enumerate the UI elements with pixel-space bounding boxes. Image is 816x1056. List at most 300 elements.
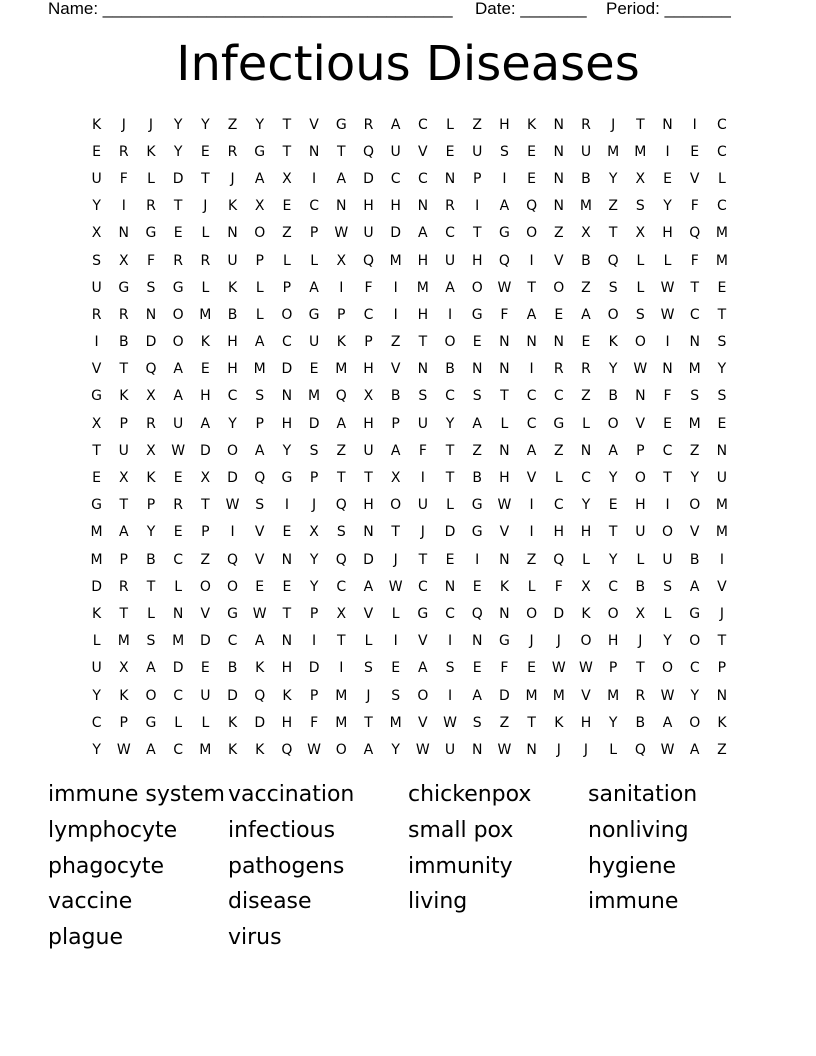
grid-cell[interactable]: H (281, 415, 293, 432)
grid-cell[interactable]: E (173, 470, 183, 487)
grid-cell[interactable]: Z (282, 225, 292, 242)
grid-cell[interactable]: A (146, 741, 156, 758)
grid-cell[interactable]: L (527, 578, 536, 595)
grid-cell[interactable]: Y (201, 116, 210, 133)
grid-cell[interactable]: Z (526, 551, 537, 568)
grid-cell[interactable]: T (119, 361, 129, 378)
grid-cell[interactable]: X (91, 225, 102, 242)
grid-cell[interactable]: Z (472, 116, 483, 133)
grid-cell[interactable]: I (692, 116, 697, 133)
grid-cell[interactable]: O (145, 687, 157, 704)
grid-cell[interactable]: E (527, 170, 537, 187)
grid-cell[interactable]: D (308, 415, 320, 432)
grid-cell[interactable]: E (527, 660, 537, 677)
grid-cell[interactable]: D (145, 334, 157, 351)
grid-cell[interactable]: E (554, 306, 564, 323)
grid-cell[interactable]: G (471, 306, 483, 323)
grid-cell[interactable]: K (227, 741, 238, 758)
grid-cell[interactable]: T (500, 388, 509, 405)
grid-cell[interactable]: E (472, 578, 482, 595)
grid-cell[interactable]: J (611, 116, 616, 133)
grid-cell[interactable]: Y (146, 524, 156, 541)
grid-cell[interactable]: H (499, 116, 510, 133)
grid-cell[interactable]: A (173, 388, 183, 405)
grid-cell[interactable]: J (366, 687, 371, 704)
grid-cell[interactable]: Q (335, 551, 347, 568)
grid-cell[interactable]: V (418, 633, 428, 650)
grid-cell[interactable]: E (92, 143, 102, 160)
grid-cell[interactable]: G (553, 415, 565, 432)
grid-cell[interactable]: H (607, 633, 619, 650)
grid-cell[interactable]: I (121, 198, 126, 215)
grid-cell[interactable]: T (690, 279, 699, 296)
grid-cell[interactable]: L (201, 279, 210, 296)
grid-cell[interactable]: E (282, 578, 292, 595)
grid-cell[interactable]: Y (581, 497, 591, 514)
grid-cell[interactable]: A (309, 279, 319, 296)
grid-cell[interactable]: C (662, 442, 673, 459)
grid-cell[interactable]: D (363, 551, 374, 568)
grid-cell[interactable]: N (553, 143, 565, 160)
grid-cell[interactable]: A (390, 442, 401, 459)
grid-cell[interactable]: G (417, 605, 429, 622)
grid-cell[interactable]: U (200, 687, 211, 704)
grid-cell[interactable]: R (581, 361, 591, 378)
grid-cell[interactable]: R (445, 198, 455, 215)
grid-cell[interactable]: S (663, 578, 672, 595)
grid-cell[interactable]: T (337, 633, 346, 650)
grid-cell[interactable]: O (526, 605, 538, 622)
grid-cell[interactable]: W (660, 306, 675, 323)
grid-cell[interactable]: Z (472, 442, 483, 459)
grid-cell[interactable]: V (499, 524, 510, 541)
grid-cell[interactable]: F (364, 279, 373, 296)
grid-cell[interactable]: U (308, 334, 320, 351)
grid-cell[interactable]: W (334, 225, 349, 242)
grid-cell[interactable]: E (690, 143, 700, 160)
grid-cell[interactable]: M (335, 687, 348, 704)
grid-cell[interactable]: P (364, 334, 373, 351)
grid-cell[interactable]: D (363, 170, 374, 187)
grid-cell[interactable]: J (393, 551, 398, 568)
grid-cell[interactable]: N (499, 442, 510, 459)
grid-cell[interactable]: U (173, 415, 184, 432)
grid-cell[interactable]: L (554, 470, 563, 487)
grid-cell[interactable]: H (363, 497, 374, 514)
grid-cell[interactable]: Y (608, 361, 618, 378)
grid-cell[interactable]: B (635, 578, 646, 595)
grid-cell[interactable]: P (309, 605, 319, 622)
grid-cell[interactable]: N (553, 170, 565, 187)
grid-cell[interactable]: K (255, 660, 265, 677)
grid-cell[interactable]: A (526, 306, 537, 323)
grid-cell[interactable]: T (337, 470, 346, 487)
grid-cell[interactable]: Y (608, 470, 618, 487)
grid-cell[interactable]: I (94, 334, 99, 351)
grid-cell[interactable]: S (499, 143, 509, 160)
grid-cell[interactable]: T (119, 497, 129, 514)
grid-cell[interactable]: Y (173, 116, 183, 133)
grid-cell[interactable]: Z (390, 334, 401, 351)
grid-cell[interactable]: P (608, 660, 618, 677)
grid-cell[interactable]: U (635, 524, 646, 541)
grid-cell[interactable]: T (527, 279, 536, 296)
grid-cell[interactable]: D (254, 714, 266, 731)
grid-cell[interactable]: S (92, 252, 102, 269)
grid-cell[interactable]: I (665, 143, 670, 160)
grid-cell[interactable]: C (608, 578, 619, 595)
grid-cell[interactable]: F (310, 714, 319, 731)
grid-cell[interactable]: X (200, 470, 211, 487)
grid-cell[interactable]: P (337, 306, 346, 323)
grid-cell[interactable]: N (281, 388, 293, 405)
grid-cell[interactable]: H (281, 660, 293, 677)
grid-cell[interactable]: C (445, 605, 455, 622)
grid-cell[interactable]: E (200, 143, 210, 160)
grid-cell[interactable]: S (418, 388, 428, 405)
grid-cell[interactable]: Q (335, 388, 347, 405)
grid-cell[interactable]: Q (689, 225, 701, 242)
grid-cell[interactable]: W (497, 497, 512, 514)
grid-cell[interactable]: W (225, 497, 240, 514)
grid-cell[interactable]: N (635, 388, 646, 405)
grid-cell[interactable]: A (363, 578, 374, 595)
grid-cell[interactable]: M (308, 388, 321, 405)
grid-cell[interactable]: A (418, 660, 428, 677)
grid-cell[interactable]: C (581, 470, 591, 487)
grid-cell[interactable]: C (417, 170, 428, 187)
grid-cell[interactable]: B (227, 660, 238, 677)
grid-cell[interactable]: M (416, 279, 429, 296)
grid-cell[interactable]: Y (309, 551, 319, 568)
grid-cell[interactable]: W (171, 442, 186, 459)
grid-cell[interactable]: N (553, 116, 565, 133)
grid-cell[interactable]: M (117, 633, 130, 650)
grid-cell[interactable]: K (717, 714, 727, 731)
grid-cell[interactable]: O (689, 714, 701, 731)
grid-cell[interactable]: V (200, 605, 211, 622)
grid-cell[interactable]: M (199, 741, 212, 758)
grid-cell[interactable]: H (417, 306, 429, 323)
grid-cell[interactable]: E (173, 225, 183, 242)
grid-cell[interactable]: Z (227, 116, 238, 133)
grid-cell[interactable]: G (91, 497, 103, 514)
grid-cell[interactable]: I (447, 687, 453, 704)
grid-cell[interactable]: H (281, 714, 293, 731)
grid-cell[interactable]: U (390, 143, 401, 160)
grid-cell[interactable]: I (502, 170, 507, 187)
grid-cell[interactable]: H (227, 334, 238, 351)
grid-cell[interactable]: N (227, 225, 238, 242)
grid-cell[interactable]: I (529, 252, 534, 269)
grid-cell[interactable]: Z (689, 442, 700, 459)
grid-cell[interactable]: Z (200, 551, 211, 568)
grid-cell[interactable]: A (608, 442, 618, 459)
grid-cell[interactable]: M (253, 361, 266, 378)
grid-cell[interactable]: A (363, 741, 374, 758)
grid-cell[interactable]: E (200, 361, 210, 378)
grid-cell[interactable]: Q (498, 252, 510, 269)
grid-cell[interactable]: T (173, 198, 183, 215)
grid-cell[interactable]: A (336, 415, 347, 432)
grid-cell[interactable]: U (662, 551, 673, 568)
grid-cell[interactable]: J (230, 170, 235, 187)
grid-cell[interactable]: X (254, 198, 265, 215)
grid-cell[interactable]: I (339, 660, 344, 677)
grid-cell[interactable]: D (172, 170, 184, 187)
grid-cell[interactable]: M (335, 714, 348, 731)
grid-cell[interactable]: A (662, 714, 673, 731)
grid-cell[interactable]: L (255, 279, 264, 296)
grid-cell[interactable]: D (227, 687, 238, 704)
grid-cell[interactable]: Q (607, 252, 619, 269)
grid-cell[interactable]: P (309, 687, 319, 704)
grid-cell[interactable]: J (638, 633, 643, 650)
grid-cell[interactable]: M (715, 524, 728, 541)
grid-cell[interactable]: N (499, 551, 510, 568)
grid-cell[interactable]: F (119, 170, 128, 187)
grid-cell[interactable]: G (335, 116, 347, 133)
grid-cell[interactable]: R (635, 687, 646, 704)
grid-cell[interactable]: O (580, 633, 592, 650)
grid-cell[interactable]: X (118, 252, 129, 269)
grid-cell[interactable]: W (660, 741, 675, 758)
grid-cell[interactable]: I (312, 633, 317, 650)
grid-cell[interactable]: A (445, 279, 455, 296)
grid-cell[interactable]: H (580, 714, 592, 731)
grid-cell[interactable]: P (309, 225, 319, 242)
grid-cell[interactable]: S (255, 497, 265, 514)
grid-cell[interactable]: C (445, 225, 455, 242)
grid-cell[interactable]: A (173, 361, 183, 378)
grid-cell[interactable]: K (92, 116, 102, 133)
grid-cell[interactable]: Y (663, 198, 672, 215)
grid-cell[interactable]: B (445, 361, 455, 378)
grid-cell[interactable]: S (146, 633, 156, 650)
grid-cell[interactable]: F (554, 578, 563, 595)
grid-cell[interactable]: M (607, 687, 620, 704)
grid-cell[interactable]: M (579, 198, 593, 215)
grid-cell[interactable]: G (498, 633, 510, 650)
grid-cell[interactable]: R (200, 252, 211, 269)
grid-cell[interactable]: Y (255, 116, 264, 133)
grid-cell[interactable]: P (636, 442, 645, 459)
grid-cell[interactable]: P (717, 660, 727, 677)
grid-cell[interactable]: U (444, 741, 456, 758)
grid-cell[interactable]: N (336, 198, 347, 215)
grid-cell[interactable]: B (581, 252, 591, 269)
grid-cell[interactable]: S (635, 198, 645, 215)
grid-cell[interactable]: I (393, 633, 398, 650)
grid-cell[interactable]: S (608, 279, 618, 296)
grid-cell[interactable]: X (118, 470, 129, 487)
grid-cell[interactable]: P (119, 551, 128, 568)
grid-cell[interactable]: D (499, 687, 510, 704)
grid-cell[interactable]: D (390, 225, 402, 242)
grid-cell[interactable]: N (580, 442, 592, 459)
grid-cell[interactable]: K (146, 470, 156, 487)
grid-cell[interactable]: Q (227, 551, 239, 568)
grid-cell[interactable]: E (472, 334, 482, 351)
grid-cell[interactable]: T (608, 225, 618, 242)
grid-cell[interactable]: O (390, 497, 402, 514)
grid-cell[interactable]: E (282, 198, 292, 215)
grid-cell[interactable]: I (393, 306, 398, 323)
grid-cell[interactable]: M (90, 524, 103, 541)
grid-cell[interactable]: N (145, 306, 157, 323)
grid-cell[interactable]: A (418, 225, 428, 242)
grid-cell[interactable]: C (309, 198, 319, 215)
grid-cell[interactable]: M (688, 415, 701, 432)
grid-cell[interactable]: M (199, 306, 212, 323)
grid-cell[interactable]: G (689, 605, 701, 622)
grid-cell[interactable]: Z (581, 388, 591, 405)
grid-cell[interactable]: S (472, 388, 482, 405)
grid-cell[interactable]: L (147, 605, 155, 622)
grid-cell[interactable]: A (254, 170, 265, 187)
grid-cell[interactable]: I (665, 334, 670, 351)
grid-cell[interactable]: U (91, 660, 102, 677)
grid-cell[interactable]: E (282, 524, 292, 541)
grid-cell[interactable]: A (472, 687, 482, 704)
grid-cell[interactable]: O (662, 524, 674, 541)
grid-cell[interactable]: L (636, 252, 645, 269)
grid-cell[interactable]: V (581, 687, 591, 704)
grid-cell[interactable]: E (309, 361, 319, 378)
grid-cell[interactable]: W (633, 361, 648, 378)
grid-cell[interactable]: P (119, 714, 128, 731)
grid-cell[interactable]: T (418, 334, 428, 351)
grid-cell[interactable]: X (336, 252, 347, 269)
grid-cell[interactable]: D (172, 660, 184, 677)
grid-cell[interactable]: C (173, 687, 184, 704)
grid-cell[interactable]: R (91, 306, 102, 323)
grid-cell[interactable]: O (662, 660, 674, 677)
grid-cell[interactable]: S (472, 714, 482, 731)
grid-cell[interactable]: A (689, 578, 700, 595)
grid-cell[interactable]: D (281, 361, 293, 378)
grid-cell[interactable]: V (526, 470, 537, 487)
grid-cell[interactable]: W (497, 741, 512, 758)
grid-cell[interactable]: X (146, 442, 156, 459)
grid-cell[interactable]: P (201, 524, 210, 541)
grid-cell[interactable]: C (417, 578, 428, 595)
grid-cell[interactable]: Y (717, 361, 727, 378)
grid-cell[interactable]: D (91, 578, 102, 595)
grid-cell[interactable]: J (719, 605, 724, 622)
grid-cell[interactable]: P (391, 415, 400, 432)
grid-cell[interactable]: M (172, 633, 185, 650)
grid-cell[interactable]: V (390, 361, 401, 378)
grid-cell[interactable]: T (445, 442, 455, 459)
grid-cell[interactable]: U (91, 170, 102, 187)
grid-cell[interactable]: L (636, 279, 645, 296)
grid-cell[interactable]: E (663, 415, 672, 432)
grid-cell[interactable]: X (581, 225, 591, 242)
grid-cell[interactable]: C (173, 741, 184, 758)
grid-cell[interactable]: O (471, 279, 483, 296)
grid-cell[interactable]: Q (634, 741, 646, 758)
grid-cell[interactable]: P (119, 415, 128, 432)
grid-cell[interactable]: T (201, 170, 210, 187)
grid-cell[interactable]: E (527, 143, 537, 160)
grid-cell[interactable]: U (417, 415, 428, 432)
grid-cell[interactable]: L (636, 551, 645, 568)
grid-cell[interactable]: C (336, 578, 347, 595)
grid-cell[interactable]: E (92, 470, 102, 487)
grid-cell[interactable]: U (91, 279, 102, 296)
grid-cell[interactable]: Y (92, 741, 101, 758)
grid-cell[interactable]: T (119, 605, 129, 622)
grid-cell[interactable]: N (553, 198, 565, 215)
grid-cell[interactable]: W (579, 660, 593, 677)
grid-cell[interactable]: H (227, 361, 238, 378)
grid-cell[interactable]: T (717, 306, 727, 323)
grid-cell[interactable]: A (336, 170, 347, 187)
grid-cell[interactable]: G (91, 388, 103, 405)
grid-cell[interactable]: H (363, 361, 374, 378)
grid-cell[interactable]: K (227, 714, 238, 731)
grid-cell[interactable]: Q (254, 470, 266, 487)
grid-cell[interactable]: N (526, 334, 537, 351)
grid-cell[interactable]: M (90, 551, 103, 568)
grid-cell[interactable]: B (581, 170, 591, 187)
grid-cell[interactable]: H (553, 524, 565, 541)
grid-cell[interactable]: A (472, 415, 482, 432)
grid-cell[interactable]: N (689, 334, 700, 351)
grid-cell[interactable]: E (200, 660, 210, 677)
grid-cell[interactable]: M (634, 143, 647, 160)
grid-cell[interactable]: M (525, 687, 538, 704)
grid-cell[interactable]: K (499, 578, 509, 595)
grid-cell[interactable]: X (363, 388, 374, 405)
grid-cell[interactable]: Q (145, 361, 157, 378)
grid-cell[interactable]: Y (663, 633, 672, 650)
grid-cell[interactable]: I (230, 524, 235, 541)
grid-cell[interactable]: V (717, 578, 727, 595)
grid-cell[interactable]: C (717, 143, 727, 160)
grid-cell[interactable]: G (471, 497, 483, 514)
grid-cell[interactable]: T (636, 660, 645, 677)
grid-cell[interactable]: H (363, 198, 374, 215)
grid-cell[interactable]: L (201, 714, 210, 731)
grid-cell[interactable]: L (446, 497, 454, 514)
grid-cell[interactable]: X (635, 605, 646, 622)
grid-cell[interactable]: X (118, 660, 129, 677)
grid-cell[interactable]: H (635, 497, 646, 514)
grid-cell[interactable]: S (717, 334, 727, 351)
grid-cell[interactable]: W (388, 578, 403, 595)
grid-cell[interactable]: D (553, 605, 565, 622)
grid-cell[interactable]: W (443, 714, 457, 731)
grid-cell[interactable]: C (173, 551, 184, 568)
grid-cell[interactable]: H (200, 388, 211, 405)
grid-cell[interactable]: R (118, 578, 129, 595)
grid-cell[interactable]: U (472, 143, 483, 160)
grid-cell[interactable]: U (363, 225, 374, 242)
grid-cell[interactable]: Y (608, 714, 618, 731)
grid-cell[interactable]: N (281, 551, 293, 568)
grid-cell[interactable]: Y (92, 687, 101, 704)
grid-cell[interactable]: O (227, 442, 239, 459)
grid-cell[interactable]: O (607, 306, 619, 323)
grid-cell[interactable]: I (719, 551, 724, 568)
grid-cell[interactable]: I (475, 198, 480, 215)
grid-cell[interactable]: G (471, 524, 483, 541)
grid-cell[interactable]: Y (173, 143, 183, 160)
grid-cell[interactable]: L (609, 741, 618, 758)
grid-cell[interactable]: E (717, 279, 727, 296)
